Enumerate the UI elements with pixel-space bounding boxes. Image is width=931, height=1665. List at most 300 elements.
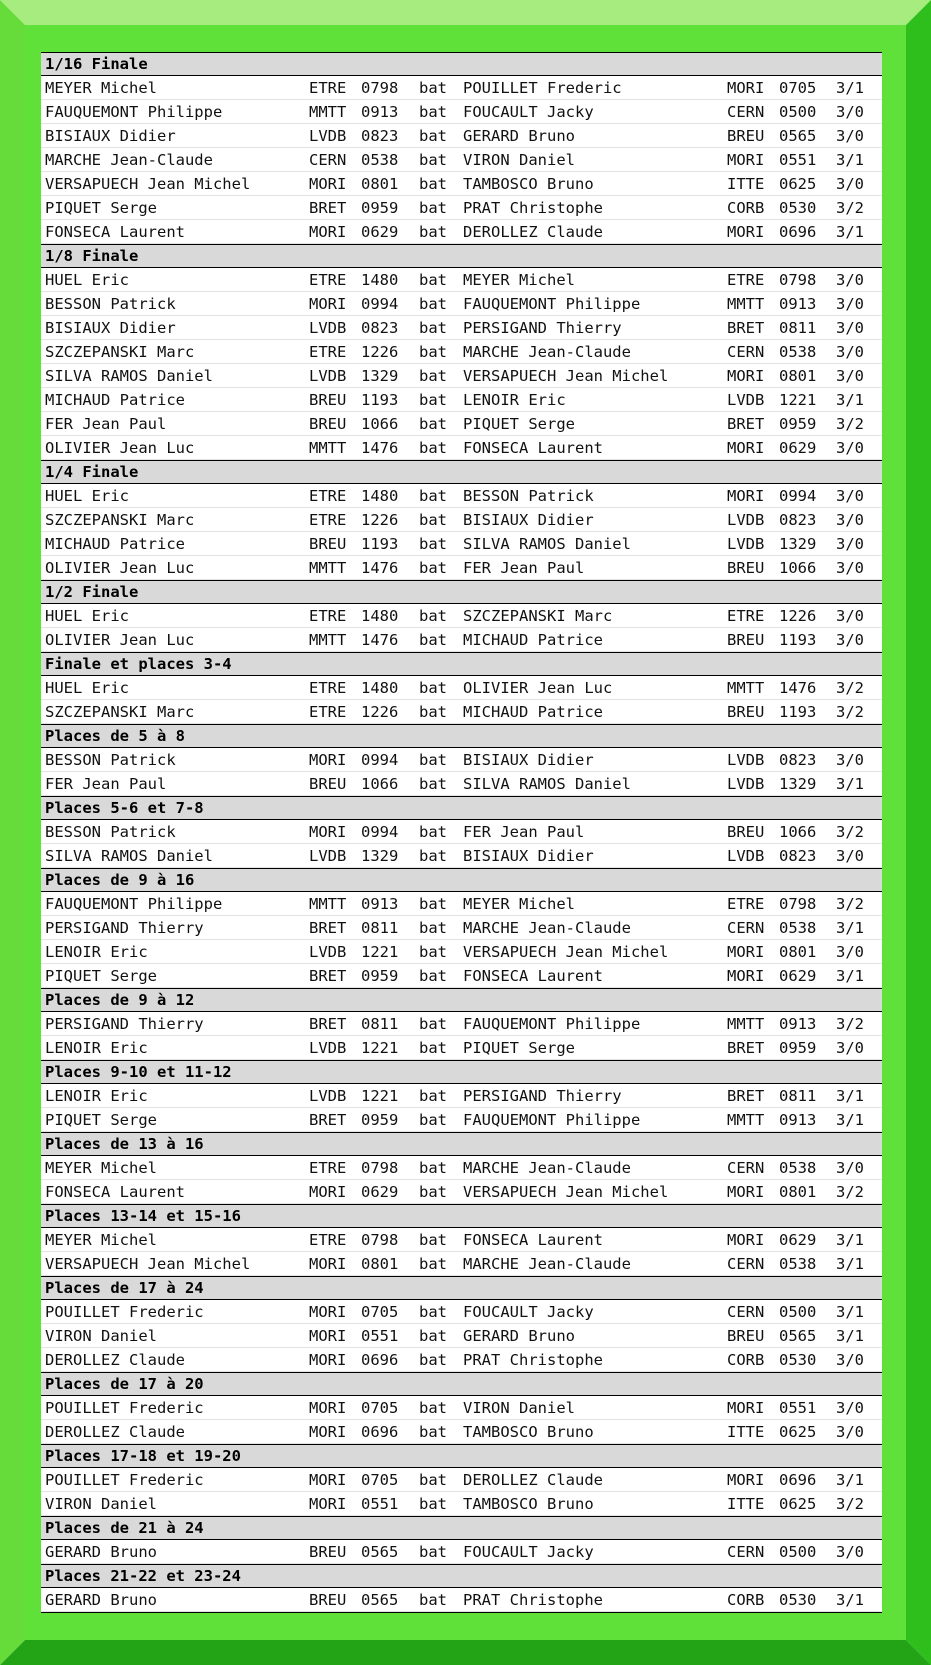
winner-points: 1066 (361, 775, 399, 793)
winner-name: MARCHE Jean-Claude (45, 151, 213, 169)
loser-name: PRAT Christophe (463, 1591, 603, 1609)
match-row (41, 412, 882, 436)
winner-name: BISIAUX Didier (45, 127, 176, 145)
winner-points: 0705 (361, 1303, 399, 1321)
winner-club: BREU (309, 415, 347, 433)
loser-name: DEROLLEZ Claude (463, 223, 603, 241)
loser-name: VERSAPUECH Jean Michel (463, 367, 669, 385)
winner-points: 0696 (361, 1423, 399, 1441)
bat-label: bat (419, 607, 447, 625)
match-score: 3/0 (836, 607, 864, 625)
winner-points: 0959 (361, 1111, 399, 1129)
winner-name: FAUQUEMONT Philippe (45, 103, 223, 121)
winner-name: HUEL Eric (45, 487, 129, 505)
bat-label: bat (419, 895, 447, 913)
match-row (41, 100, 882, 124)
winner-club: MORI (309, 1255, 347, 1273)
winner-points: 1480 (361, 271, 399, 289)
match-row (41, 436, 882, 460)
loser-club: CORB (727, 1351, 765, 1369)
winner-points: 1221 (361, 943, 399, 961)
loser-name: GERARD Bruno (463, 1327, 575, 1345)
bat-label: bat (419, 223, 447, 241)
round-header: 1/4 Finale (41, 460, 882, 484)
bat-label: bat (419, 343, 447, 361)
loser-points: 0538 (779, 1255, 817, 1273)
winner-name: HUEL Eric (45, 271, 129, 289)
winner-club: BREU (309, 391, 347, 409)
loser-points: 0823 (779, 751, 817, 769)
winner-name: DEROLLEZ Claude (45, 1423, 185, 1441)
round-header: Places de 5 à 8 (41, 724, 882, 748)
bat-label: bat (419, 1303, 447, 1321)
loser-club: MORI (727, 1183, 765, 1201)
loser-club: MORI (727, 487, 765, 505)
match-row (41, 268, 882, 292)
winner-points: 0705 (361, 1471, 399, 1489)
match-row (41, 340, 882, 364)
bat-label: bat (419, 391, 447, 409)
winner-name: GERARD Bruno (45, 1591, 157, 1609)
winner-name: MICHAUD Patrice (45, 391, 185, 409)
loser-club: BRET (727, 319, 765, 337)
match-row (41, 532, 882, 556)
loser-name: BESSON Patrick (463, 487, 594, 505)
bat-label: bat (419, 1015, 447, 1033)
loser-club: CERN (727, 1159, 765, 1177)
winner-points: 0629 (361, 223, 399, 241)
winner-name: PERSIGAND Thierry (45, 919, 204, 937)
winner-points: 1476 (361, 559, 399, 577)
loser-points: 0538 (779, 343, 817, 361)
winner-club: MORI (309, 1303, 347, 1321)
winner-club: MORI (309, 1183, 347, 1201)
loser-name: SILVA RAMOS Daniel (463, 535, 631, 553)
loser-club: MORI (727, 79, 765, 97)
winner-club: MMTT (309, 895, 347, 913)
match-score: 3/2 (836, 1015, 864, 1033)
match-row (41, 1324, 882, 1348)
match-score: 3/0 (836, 535, 864, 553)
match-row (41, 388, 882, 412)
winner-club: MMTT (309, 631, 347, 649)
bat-label: bat (419, 199, 447, 217)
loser-club: ITTE (727, 1495, 765, 1513)
match-score: 3/0 (836, 1399, 864, 1417)
bat-label: bat (419, 1495, 447, 1513)
loser-name: FONSECA Laurent (463, 1231, 603, 1249)
winner-club: ETRE (309, 607, 347, 625)
winner-points: 0798 (361, 79, 399, 97)
loser-club: BREU (727, 631, 765, 649)
loser-club: ETRE (727, 271, 765, 289)
loser-name: FOUCAULT Jacky (463, 1303, 594, 1321)
loser-points: 0696 (779, 1471, 817, 1489)
winner-club: ETRE (309, 1231, 347, 1249)
round-header: Places de 21 à 24 (41, 1516, 882, 1540)
match-row (41, 700, 882, 724)
match-score: 3/0 (836, 847, 864, 865)
bat-label: bat (419, 79, 447, 97)
winner-club: BREU (309, 535, 347, 553)
winner-name: PIQUET Serge (45, 967, 157, 985)
winner-points: 1480 (361, 607, 399, 625)
bat-label: bat (419, 535, 447, 553)
winner-club: MORI (309, 823, 347, 841)
match-row (41, 508, 882, 532)
match-row (41, 292, 882, 316)
winner-name: PERSIGAND Thierry (45, 1015, 204, 1033)
winner-club: BRET (309, 1015, 347, 1033)
winner-points: 1226 (361, 703, 399, 721)
winner-name: FAUQUEMONT Philippe (45, 895, 223, 913)
loser-name: SILVA RAMOS Daniel (463, 775, 631, 793)
match-row (41, 964, 882, 988)
loser-club: BREU (727, 559, 765, 577)
winner-club: ETRE (309, 511, 347, 529)
winner-name: OLIVIER Jean Luc (45, 439, 195, 457)
match-row (41, 940, 882, 964)
loser-club: CORB (727, 1591, 765, 1609)
loser-club: LVDB (727, 535, 765, 553)
loser-club: MMTT (727, 1111, 765, 1129)
winner-name: VIRON Daniel (45, 1327, 157, 1345)
winner-points: 0798 (361, 1159, 399, 1177)
loser-points: 1193 (779, 631, 817, 649)
winner-name: BESSON Patrick (45, 295, 176, 313)
winner-points: 0705 (361, 1399, 399, 1417)
match-score: 3/0 (836, 1543, 864, 1561)
frame-bevel-left (0, 0, 25, 1665)
loser-points: 1193 (779, 703, 817, 721)
winner-club: BRET (309, 1111, 347, 1129)
loser-name: FAUQUEMONT Philippe (463, 1111, 641, 1129)
match-score: 3/0 (836, 559, 864, 577)
loser-name: TAMBOSCO Bruno (463, 1423, 594, 1441)
bat-label: bat (419, 175, 447, 193)
loser-name: FAUQUEMONT Philippe (463, 295, 641, 313)
match-score: 3/0 (836, 943, 864, 961)
loser-points: 0530 (779, 1591, 817, 1609)
bat-label: bat (419, 415, 447, 433)
winner-points: 1066 (361, 415, 399, 433)
loser-club: MORI (727, 1471, 765, 1489)
loser-points: 0551 (779, 151, 817, 169)
winner-club: ETRE (309, 343, 347, 361)
winner-name: VIRON Daniel (45, 1495, 157, 1513)
winner-club: MORI (309, 295, 347, 313)
match-row (41, 1492, 882, 1516)
match-score: 3/1 (836, 967, 864, 985)
match-score: 3/1 (836, 1111, 864, 1129)
match-row (41, 1156, 882, 1180)
loser-points: 0913 (779, 1015, 817, 1033)
bat-label: bat (419, 319, 447, 337)
match-row (41, 196, 882, 220)
match-row (41, 220, 882, 244)
winner-name: MEYER Michel (45, 79, 157, 97)
winner-name: FER Jean Paul (45, 775, 167, 793)
winner-name: PIQUET Serge (45, 199, 157, 217)
match-score: 3/0 (836, 631, 864, 649)
match-row (41, 364, 882, 388)
bat-label: bat (419, 631, 447, 649)
loser-points: 0625 (779, 1495, 817, 1513)
frame-bevel-top (0, 0, 931, 25)
round-header: Places 13-14 et 15-16 (41, 1204, 882, 1228)
round-header: 1/2 Finale (41, 580, 882, 604)
loser-points: 1066 (779, 559, 817, 577)
winner-points: 1480 (361, 679, 399, 697)
loser-name: TAMBOSCO Bruno (463, 1495, 594, 1513)
round-header: Places de 17 à 20 (41, 1372, 882, 1396)
loser-points: 0551 (779, 1399, 817, 1417)
winner-points: 0823 (361, 127, 399, 145)
match-row (41, 1348, 882, 1372)
match-row (41, 556, 882, 580)
bat-label: bat (419, 511, 447, 529)
match-score: 3/2 (836, 199, 864, 217)
loser-points: 1329 (779, 535, 817, 553)
bat-label: bat (419, 151, 447, 169)
loser-name: VERSAPUECH Jean Michel (463, 1183, 669, 1201)
loser-club: MORI (727, 151, 765, 169)
bat-label: bat (419, 295, 447, 313)
loser-name: MEYER Michel (463, 895, 575, 913)
match-score: 3/2 (836, 1183, 864, 1201)
match-score: 3/1 (836, 391, 864, 409)
bat-label: bat (419, 487, 447, 505)
loser-club: MORI (727, 367, 765, 385)
winner-club: MORI (309, 223, 347, 241)
bat-label: bat (419, 103, 447, 121)
loser-points: 0538 (779, 919, 817, 937)
match-row (41, 148, 882, 172)
winner-name: POUILLET Frederic (45, 1399, 204, 1417)
bat-label: bat (419, 919, 447, 937)
winner-name: OLIVIER Jean Luc (45, 631, 195, 649)
match-score: 3/1 (836, 1231, 864, 1249)
loser-points: 0530 (779, 1351, 817, 1369)
loser-name: BISIAUX Didier (463, 847, 594, 865)
winner-club: BRET (309, 967, 347, 985)
bat-label: bat (419, 1543, 447, 1561)
match-row (41, 1036, 882, 1060)
winner-club: MORI (309, 751, 347, 769)
winner-club: MORI (309, 1399, 347, 1417)
winner-points: 1476 (361, 439, 399, 457)
bat-label: bat (419, 775, 447, 793)
winner-points: 0538 (361, 151, 399, 169)
winner-points: 0913 (361, 895, 399, 913)
loser-name: PERSIGAND Thierry (463, 1087, 622, 1105)
loser-points: 0565 (779, 1327, 817, 1345)
match-score: 3/0 (836, 127, 864, 145)
winner-name: SZCZEPANSKI Marc (45, 703, 195, 721)
round-header: 1/16 Finale (41, 52, 882, 76)
match-score: 3/0 (836, 1039, 864, 1057)
loser-name: MICHAUD Patrice (463, 703, 603, 721)
winner-name: SILVA RAMOS Daniel (45, 367, 213, 385)
match-row (41, 1012, 882, 1036)
match-row (41, 484, 882, 508)
loser-points: 0823 (779, 847, 817, 865)
loser-name: GERARD Bruno (463, 127, 575, 145)
winner-name: MEYER Michel (45, 1159, 157, 1177)
winner-club: ETRE (309, 703, 347, 721)
winner-points: 1221 (361, 1087, 399, 1105)
winner-club: CERN (309, 151, 347, 169)
loser-club: BREU (727, 1327, 765, 1345)
bat-label: bat (419, 1591, 447, 1609)
winner-points: 1480 (361, 487, 399, 505)
winner-club: BRET (309, 199, 347, 217)
loser-points: 0959 (779, 415, 817, 433)
loser-club: BRET (727, 1087, 765, 1105)
loser-points: 0801 (779, 367, 817, 385)
winner-points: 0959 (361, 199, 399, 217)
winner-points: 1226 (361, 343, 399, 361)
bat-label: bat (419, 1231, 447, 1249)
winner-name: LENOIR Eric (45, 943, 148, 961)
match-score: 3/0 (836, 511, 864, 529)
loser-points: 0705 (779, 79, 817, 97)
match-row (41, 172, 882, 196)
loser-name: TAMBOSCO Bruno (463, 175, 594, 193)
loser-points: 0798 (779, 271, 817, 289)
match-score: 3/1 (836, 1087, 864, 1105)
match-score: 3/1 (836, 1327, 864, 1345)
match-row (41, 316, 882, 340)
loser-name: MICHAUD Patrice (463, 631, 603, 649)
loser-name: MARCHE Jean-Claude (463, 343, 631, 361)
match-row (41, 892, 882, 916)
winner-club: BREU (309, 1591, 347, 1609)
loser-name: VIRON Daniel (463, 1399, 575, 1417)
winner-club: BREU (309, 1543, 347, 1561)
winner-club: LVDB (309, 1087, 347, 1105)
winner-name: MEYER Michel (45, 1231, 157, 1249)
loser-club: BREU (727, 823, 765, 841)
bat-label: bat (419, 847, 447, 865)
match-row (41, 604, 882, 628)
loser-club: MORI (727, 223, 765, 241)
winner-club: MORI (309, 1471, 347, 1489)
match-row (41, 76, 882, 100)
loser-points: 0801 (779, 943, 817, 961)
match-score: 3/1 (836, 775, 864, 793)
winner-name: FONSECA Laurent (45, 1183, 185, 1201)
winner-club: MMTT (309, 439, 347, 457)
match-row (41, 844, 882, 868)
loser-club: CERN (727, 343, 765, 361)
loser-points: 0811 (779, 319, 817, 337)
loser-points: 0823 (779, 511, 817, 529)
bat-label: bat (419, 1183, 447, 1201)
loser-name: PIQUET Serge (463, 1039, 575, 1057)
match-score: 3/0 (836, 1351, 864, 1369)
loser-points: 1221 (779, 391, 817, 409)
loser-club: LVDB (727, 391, 765, 409)
loser-points: 0629 (779, 967, 817, 985)
round-header: Finale et places 3-4 (41, 652, 882, 676)
bat-label: bat (419, 559, 447, 577)
match-score: 3/0 (836, 271, 864, 289)
match-score: 3/0 (836, 487, 864, 505)
bat-label: bat (419, 1351, 447, 1369)
winner-name: POUILLET Frederic (45, 1471, 204, 1489)
winner-points: 1193 (361, 391, 399, 409)
match-score: 3/1 (836, 1591, 864, 1609)
winner-club: MORI (309, 1351, 347, 1369)
bat-label: bat (419, 1039, 447, 1057)
match-row (41, 1540, 882, 1564)
loser-name: DEROLLEZ Claude (463, 1471, 603, 1489)
match-row (41, 1252, 882, 1276)
loser-name: SZCZEPANSKI Marc (463, 607, 613, 625)
match-score: 3/1 (836, 1303, 864, 1321)
match-row (41, 820, 882, 844)
loser-points: 0538 (779, 1159, 817, 1177)
loser-club: MMTT (727, 1015, 765, 1033)
loser-points: 0801 (779, 1183, 817, 1201)
winner-name: LENOIR Eric (45, 1087, 148, 1105)
winner-club: MMTT (309, 103, 347, 121)
winner-points: 0551 (361, 1495, 399, 1513)
match-score: 3/0 (836, 319, 864, 337)
bat-label: bat (419, 1327, 447, 1345)
loser-club: MORI (727, 439, 765, 457)
loser-name: BISIAUX Didier (463, 511, 594, 529)
loser-points: 0629 (779, 439, 817, 457)
loser-name: FER Jean Paul (463, 823, 585, 841)
match-score: 3/0 (836, 103, 864, 121)
winner-points: 1329 (361, 367, 399, 385)
winner-name: POUILLET Frederic (45, 1303, 204, 1321)
match-score: 3/0 (836, 175, 864, 193)
winner-name: PIQUET Serge (45, 1111, 157, 1129)
loser-name: FOUCAULT Jacky (463, 103, 594, 121)
match-row (41, 676, 882, 700)
match-row (41, 1228, 882, 1252)
bat-label: bat (419, 271, 447, 289)
loser-name: FAUQUEMONT Philippe (463, 1015, 641, 1033)
loser-name: FER Jean Paul (463, 559, 585, 577)
loser-name: VIRON Daniel (463, 151, 575, 169)
loser-club: LVDB (727, 847, 765, 865)
winner-points: 0994 (361, 295, 399, 313)
frame-bevel-right (906, 0, 931, 1665)
loser-club: BRET (727, 1039, 765, 1057)
loser-name: MARCHE Jean-Claude (463, 919, 631, 937)
winner-club: ETRE (309, 679, 347, 697)
loser-name: FONSECA Laurent (463, 967, 603, 985)
loser-points: 0913 (779, 295, 817, 313)
winner-points: 0801 (361, 1255, 399, 1273)
round-header: Places 5-6 et 7-8 (41, 796, 882, 820)
match-row (41, 628, 882, 652)
loser-points: 0629 (779, 1231, 817, 1249)
loser-name: LENOIR Eric (463, 391, 566, 409)
winner-club: MORI (309, 175, 347, 193)
bat-label: bat (419, 1423, 447, 1441)
winner-name: VERSAPUECH Jean Michel (45, 175, 251, 193)
match-row (41, 1180, 882, 1204)
match-score: 3/2 (836, 415, 864, 433)
match-score: 3/2 (836, 679, 864, 697)
match-score: 3/0 (836, 295, 864, 313)
winner-points: 0823 (361, 319, 399, 337)
